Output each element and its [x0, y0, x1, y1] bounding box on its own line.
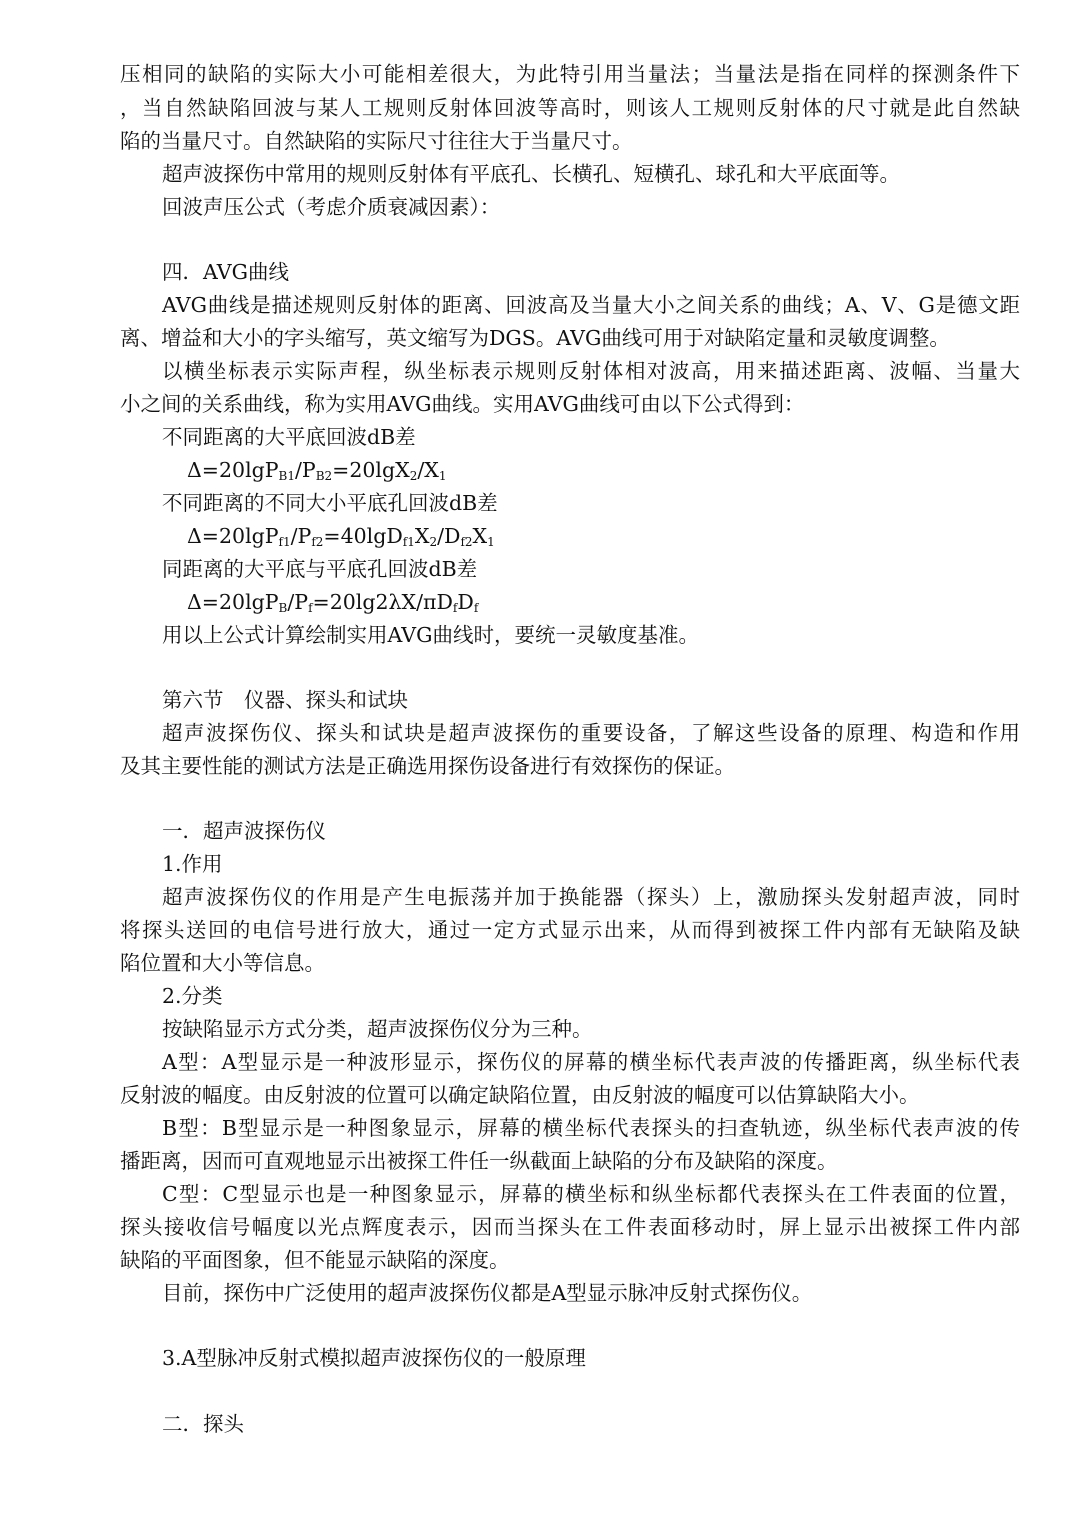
text-line: ，当自然缺陷回波与某人工规则反射体回波等高时，则该人工规则反射体的尺寸就是此自然缺	[120, 96, 1020, 120]
text-line: 播距离，因而可直观地显示出被探工件任一纵截面上缺陷的分布及缺陷的深度。	[120, 1149, 838, 1173]
formula-2: $\Delta=20\lg P_{f1}/P_{f2}=40\lg D_{f1}X_2/D_{f2}X_1$	[187, 524, 495, 549]
text-line: 回波声压公式（考虑介质衰减因素）：	[162, 195, 501, 219]
text-line: 按缺陷显示方式分类，超声波探伤仪分为三种。	[162, 1017, 593, 1041]
subsection-heading: 1.作用	[162, 852, 223, 876]
text-line: 不同距离的不同大小平底孔回波dB差	[162, 491, 498, 515]
text-line: 探头接收信号幅度以光点辉度表示，因而当探头在工件表面移动时，屏上显示出被探工件内部	[120, 1215, 1020, 1239]
text-line: 超声波探伤仪的作用是产生电振荡并加于换能器（探头）上，激励探头发射超声波，同时	[162, 885, 1020, 909]
text-line: 缺陷的平面图象，但不能显示缺陷的深度。	[120, 1248, 510, 1272]
text-line: 将探头送回的电信号进行放大，通过一定方式显示出来，从而得到被探工件内部有无缺陷及缺	[120, 918, 1020, 942]
section-heading: 第六节 仪器、探头和试块	[162, 688, 408, 712]
text-line: 及其主要性能的测试方法是正确选用探伤设备进行有效探伤的保证。	[120, 754, 735, 778]
section-heading: 一．超声波探伤仪	[162, 819, 326, 843]
text-line: 离、增益和大小的字头缩写，英文缩写为DGS。AVG曲线可用于对缺陷定量和灵敏度调整。	[120, 326, 950, 350]
text-line: AVG曲线是描述规则反射体的距离、回波高及当量大小之间关系的曲线；A、V、G是德文距	[162, 293, 1020, 317]
section-heading: 二．探头	[162, 1412, 244, 1436]
text-line: 陷的当量尺寸。自然缺陷的实际尺寸往往大于当量尺寸。	[120, 129, 633, 153]
text-line: B型：B型显示是一种图象显示，屏幕的横坐标代表探头的扫查轨迹，纵坐标代表声波的传	[162, 1116, 1020, 1140]
text-line: A型：A型显示是一种波形显示，探伤仪的屏幕的横坐标代表声波的传播距离，纵坐标代表	[162, 1050, 1020, 1074]
subsection-heading: 3.A型脉冲反射式模拟超声波探伤仪的一般原理	[162, 1346, 586, 1370]
text-line: 超声波探伤仪、探头和试块是超声波探伤的重要设备，了解这些设备的原理、构造和作用	[162, 721, 1020, 745]
text-line: C型：C型显示也是一种图象显示，屏幕的横坐标和纵坐标都代表探头在工件表面的位置，	[162, 1182, 1020, 1206]
text-line: 小之间的关系曲线，称为实用AVG曲线。实用AVG曲线可由以下公式得到：	[120, 392, 805, 416]
formula-1: $\Delta=20\lg P_{B1}/P_{B2}=20\lg X_2/X_1$	[187, 458, 447, 483]
section-heading: 四．AVG曲线	[162, 260, 289, 284]
text-line: 反射波的幅度。由反射波的位置可以确定缺陷位置，由反射波的幅度可以估算缺陷大小。	[120, 1083, 920, 1107]
text-line: 目前，探伤中广泛使用的超声波探伤仪都是A型显示脉冲反射式探伤仪。	[162, 1281, 813, 1305]
text-line: 陷位置和大小等信息。	[120, 951, 325, 975]
text-line: 超声波探伤中常用的规则反射体有平底孔、长横孔、短横孔、球孔和大平底面等。	[162, 162, 900, 186]
text-line: 以横坐标表示实际声程，纵坐标表示规则反射体相对波高，用来描述距离、波幅、当量大	[162, 359, 1020, 383]
text-line: 同距离的大平底与平底孔回波dB差	[162, 557, 478, 581]
formula-3: $\Delta=20\lg P_B/P_f=20\lg 2\lambda X/\pi D_fD_f$	[187, 590, 479, 615]
subsection-heading: 2.分类	[162, 984, 223, 1008]
text-line: 压相同的缺陷的实际大小可能相差很大，为此特引用当量法；当量法是指在同样的探测条件下	[120, 62, 1020, 86]
text-line: 用以上公式计算绘制实用AVG曲线时，要统一灵敏度基准。	[162, 623, 699, 647]
text-line: 不同距离的大平底回波dB差	[162, 425, 416, 449]
